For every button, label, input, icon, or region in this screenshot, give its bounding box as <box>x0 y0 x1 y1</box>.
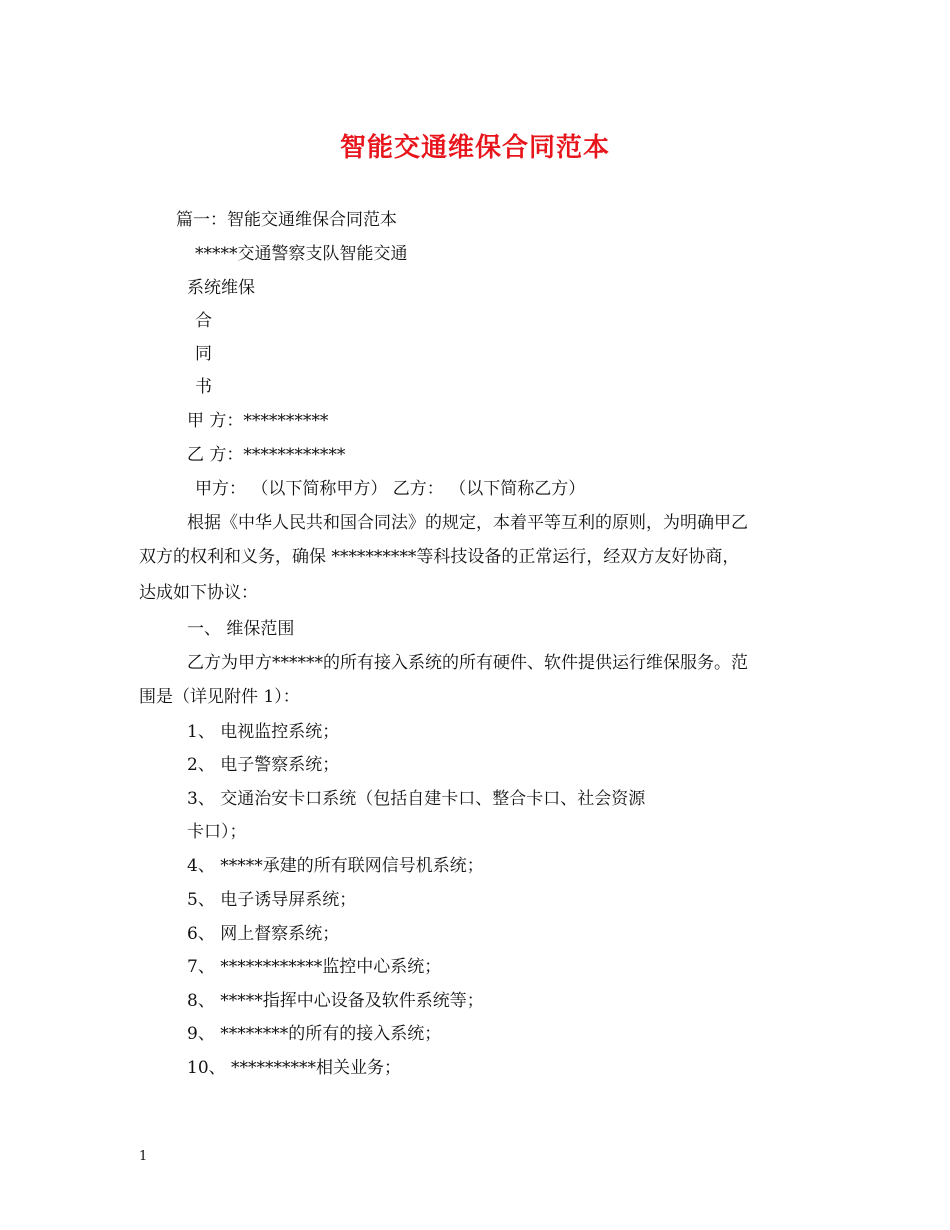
list-item: 6、 网上督察系统； <box>187 924 340 944</box>
body-line: 达成如下协议： <box>139 583 258 603</box>
section-heading: 篇一：智能交通维保合同范本 <box>176 210 397 230</box>
list-item: 3、 交通治安卡口系统（包括自建卡口、整合卡口、社会资源 <box>187 789 646 809</box>
list-item: 2、 电子警察系统； <box>187 755 340 775</box>
body-line: *****交通警察支队智能交通 <box>195 244 408 264</box>
body-line: 系统维保 <box>187 278 255 298</box>
section-heading: 一、 维保范围 <box>187 619 295 639</box>
list-item-continuation: 卡口）； <box>187 822 247 842</box>
list-item: 8、 *****指挥中心设备及软件系统等； <box>187 991 484 1011</box>
body-line: 合 <box>195 311 212 331</box>
body-line: 同 <box>195 344 212 364</box>
body-line: 书 <box>195 377 212 397</box>
party-b-line: 乙 方：************ <box>187 445 346 465</box>
body-line: 根据《中华人民共和国合同法》的规定，本着平等互利的原则，为明确甲乙 <box>187 513 748 533</box>
list-item: 7、 ************监控中心系统； <box>187 957 442 977</box>
list-item: 1、 电视监控系统； <box>187 722 340 742</box>
party-a-line: 甲 方：********** <box>187 411 329 431</box>
list-item: 10、 **********相关业务； <box>187 1058 402 1078</box>
document-title: 智能交通维保合同范本 <box>339 133 610 163</box>
page-number: 1 <box>139 1149 148 1164</box>
parties-abbrev-line: 甲方： （以下简称甲方） 乙方： （以下简称乙方） <box>195 479 586 499</box>
list-item: 4、 *****承建的所有联网信号机系统； <box>187 856 484 876</box>
list-item: 9、 ********的所有的接入系统； <box>187 1024 442 1044</box>
body-line: 围是（详见附件 1）： <box>139 687 300 707</box>
body-line: 乙方为甲方******的所有接入系统的所有硬件、软件提供运行维保服务。范 <box>187 653 748 673</box>
body-line: 双方的权利和义务，确保 **********等科技设备的正常运行，经双方友好协商， <box>139 547 740 567</box>
list-item: 5、 电子诱导屏系统； <box>187 890 357 910</box>
